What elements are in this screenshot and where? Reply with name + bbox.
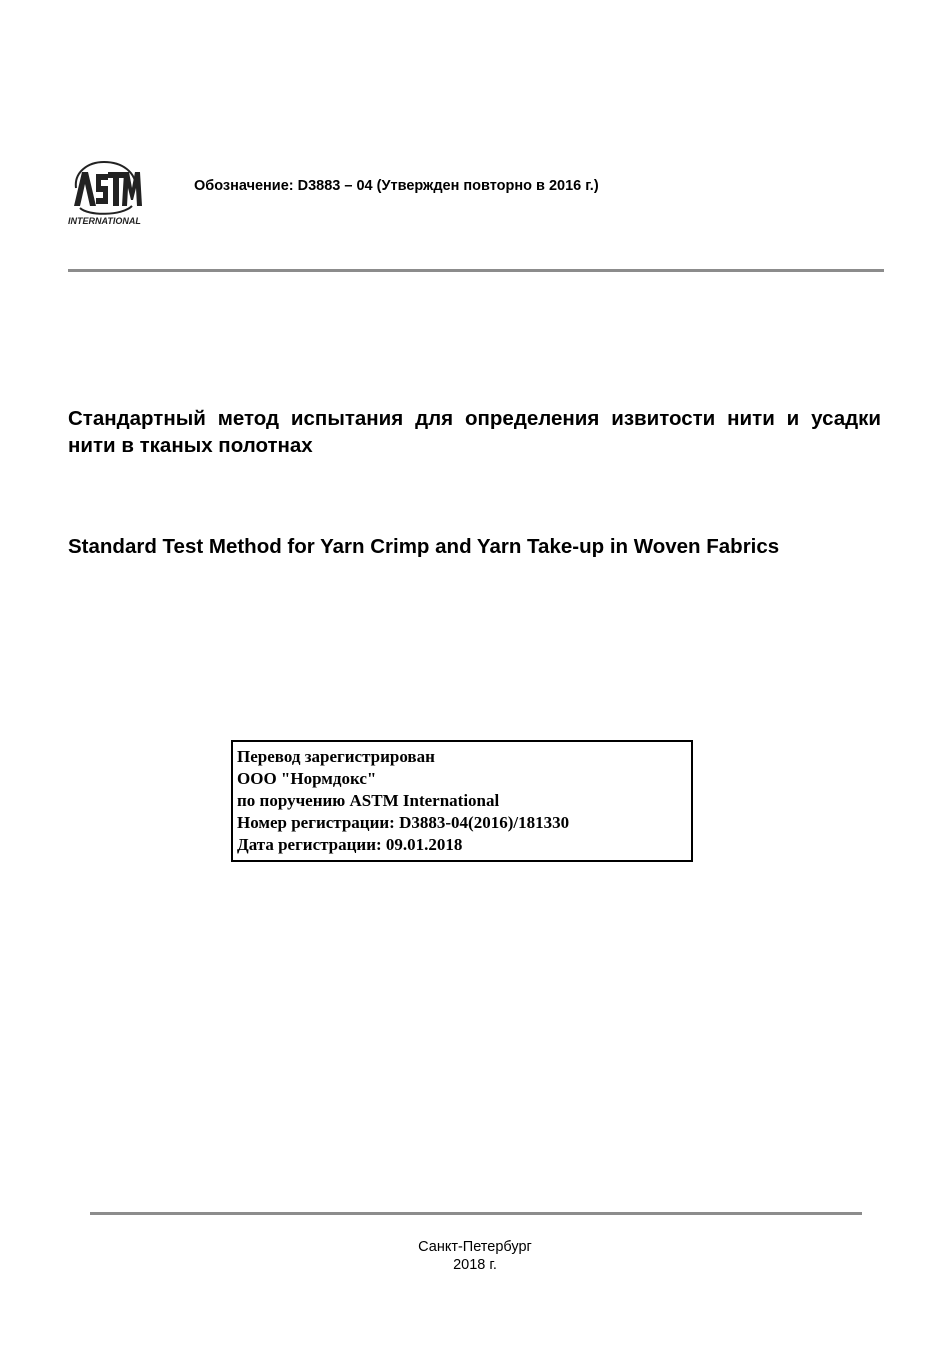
registration-line: по поручению ASTM International [237,791,500,810]
footer-year: 2018 г. [453,1257,497,1273]
registration-number: Номер регистрации: D3883-04(2016)/181330 [237,813,570,832]
footer-divider [90,1212,862,1215]
header-divider [68,269,884,272]
astm-international-logo-icon [66,158,144,228]
registration-date: Дата регистрации: 09.01.2018 [237,835,463,854]
footer-city: Санкт-Петербург [418,1239,532,1255]
registration-box [231,740,693,862]
registration-line: Перевод зарегистрирован [237,747,435,766]
title-russian: Стандартный метод испытания для определения извитости нити и усадки нити в тканых полотнах [68,407,881,457]
registration-line: ООО "Нормдокс" [237,769,377,788]
title-english: Standard Test Method for Yarn Crimp and Yarn Take-up in Woven Fabrics [68,535,780,558]
standard-designation: Обозначение: D3883 – 04 (Утвержден повторно в 2016 г.) [194,178,599,194]
svg-text:INTERNATIONAL: INTERNATIONAL [68,216,141,226]
